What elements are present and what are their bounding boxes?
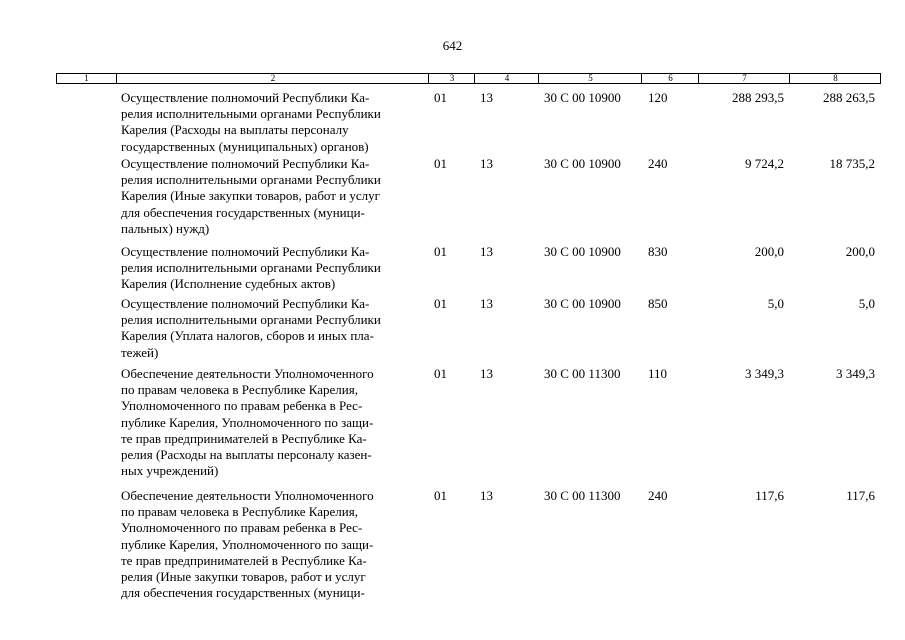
description-line: публике Карелия, Уполномоченного по защи-: [121, 536, 374, 552]
row-description: [121, 296, 425, 361]
row-subsection-code: 13: [480, 244, 493, 259]
row-amount-1: 117,6: [755, 488, 784, 503]
description-line: релия исполнительными органами Республики: [121, 172, 381, 188]
description-line: для обеспечения государственных (муници-: [121, 585, 365, 601]
description-line: Осуществление полномочий Республики Ка-: [121, 244, 370, 259]
description-line: те прав предпринимателей в Республике Ка-: [121, 430, 367, 446]
description-line: Карелия (Исполнение судебных актов): [121, 276, 336, 292]
description-line: Осуществление полномочий Республики Ка-: [121, 90, 370, 105]
description-line: те прав предпринимателей в Республике Ка-: [121, 552, 367, 568]
row-section-code: 01: [434, 366, 447, 381]
description-line: релия исполнительными органами Республики: [121, 312, 381, 328]
row-section-code: 01: [434, 244, 447, 259]
row-expense-type: 240: [648, 156, 668, 171]
description-line: Карелия (Уплата налогов, сборов и иных пла-: [121, 328, 374, 344]
description-line: Уполномоченного по правам ребенка в Рес-: [121, 398, 363, 414]
description-line: Уполномоченного по правам ребенка в Рес-: [121, 520, 363, 536]
row-amount-2: 288 263,5: [823, 90, 875, 105]
row-amount-2: 3 349,3: [836, 366, 875, 381]
row-amount-1: 288 293,5: [732, 90, 784, 105]
row-section-code: 01: [434, 488, 447, 503]
header-col-7: 7: [698, 74, 790, 83]
header-col-2: 2: [116, 74, 429, 83]
row-subsection-code: 13: [480, 90, 493, 105]
description-line: по правам человека в Республике Карелия,: [121, 504, 358, 520]
row-amount-1: 3 349,3: [745, 366, 784, 381]
description-line: релия исполнительными органами Республики: [121, 260, 381, 276]
row-description: [121, 156, 425, 237]
row-target-article: 30 С 00 10900: [544, 244, 621, 259]
row-amount-1: 200,0: [754, 244, 784, 259]
row-section-code: 01: [434, 90, 447, 105]
header-col-3: 3: [428, 74, 475, 83]
row-expense-type: 830: [648, 244, 668, 259]
header-col-1: 1: [84, 73, 89, 83]
description-line: Карелия (Расходы на выплаты персоналу: [121, 122, 349, 138]
row-description: [121, 244, 425, 293]
header-col-5: 5: [538, 74, 642, 83]
row-target-article: 30 С 00 11300: [544, 366, 621, 381]
description-line: Осуществление полномочий Республики Ка-: [121, 296, 370, 311]
row-target-article: 30 С 00 10900: [544, 296, 621, 311]
description-line: для обеспечения государственных (муници-: [121, 204, 365, 220]
row-expense-type: 240: [648, 488, 668, 503]
row-section-code: 01: [434, 156, 447, 171]
description-line: Обеспечение деятельности Уполномоченного: [121, 366, 374, 381]
row-target-article: 30 С 00 11300: [544, 488, 621, 503]
page-number: 642: [442, 38, 463, 53]
row-description: [121, 488, 425, 601]
row-expense-type: 110: [648, 366, 668, 381]
description-line: государственных (муниципальных) органов): [121, 138, 369, 154]
row-amount-1: 5,0: [767, 296, 784, 311]
row-target-article: 30 С 00 10900: [544, 90, 621, 105]
description-line: Обеспечение деятельности Уполномоченного: [121, 488, 374, 503]
row-section-code: 01: [434, 296, 447, 311]
row-description: [121, 366, 425, 479]
description-line: ных учреждений): [121, 463, 219, 479]
header-col-4: 4: [474, 74, 539, 83]
row-amount-2: 5,0: [858, 296, 875, 311]
description-line: Карелия (Иные закупки товаров, работ и услуг: [121, 188, 380, 204]
row-target-article: 30 С 00 10900: [544, 156, 621, 171]
row-expense-type: 850: [648, 296, 668, 311]
description-line: тежей): [121, 344, 159, 360]
row-description: [121, 90, 425, 155]
description-line: релия исполнительными органами Республики: [121, 106, 381, 122]
description-line: Осуществление полномочий Республики Ка-: [121, 156, 370, 171]
row-amount-1: 9 724,2: [745, 156, 784, 171]
row-amount-2: 200,0: [845, 244, 875, 259]
description-line: релия (Расходы на выплаты персоналу казен-: [121, 447, 372, 463]
row-expense-type: 120: [648, 90, 668, 105]
description-line: релия (Иные закупки товаров, работ и услуг: [121, 569, 366, 585]
row-subsection-code: 13: [480, 488, 493, 503]
description-line: пальных) нужд): [121, 220, 210, 236]
table-header: [56, 73, 881, 84]
description-line: публике Карелия, Уполномоченного по защи-: [121, 414, 374, 430]
description-line: по правам человека в Республике Карелия,: [121, 382, 358, 398]
row-amount-2: 117,6: [846, 488, 875, 503]
row-subsection-code: 13: [480, 296, 493, 311]
row-subsection-code: 13: [480, 366, 493, 381]
header-col-8: 8: [789, 74, 881, 83]
header-col-6: 6: [641, 74, 699, 83]
row-subsection-code: 13: [480, 156, 493, 171]
row-amount-2: 18 735,2: [829, 156, 875, 171]
